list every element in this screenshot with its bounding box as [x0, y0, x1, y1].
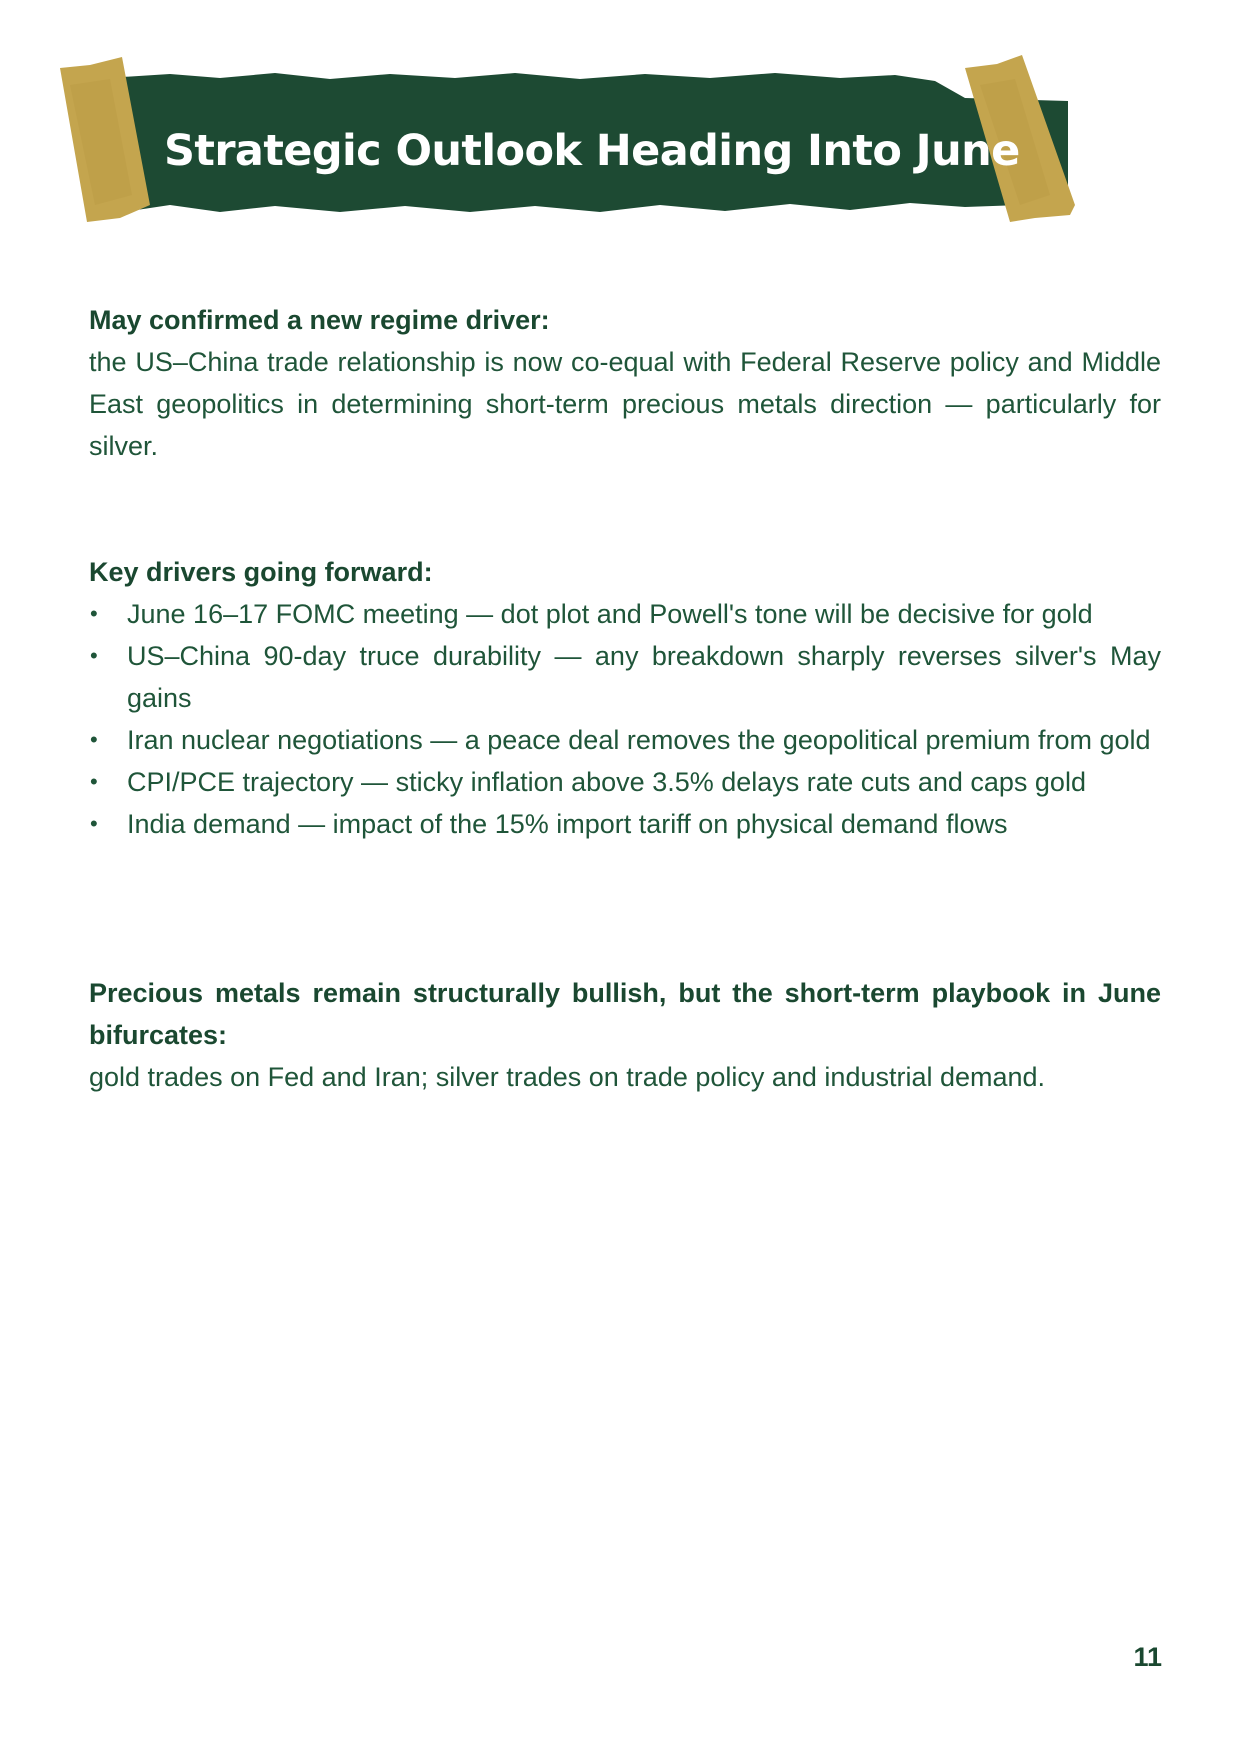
- bullet-icon: •: [90, 727, 98, 752]
- list-item: [89, 635, 1161, 719]
- list-item-text: India demand — impact of the 15% import tariff on physical demand flows: [127, 809, 1008, 839]
- bullet-icon: •: [90, 811, 98, 836]
- bullet-icon: •: [90, 601, 98, 626]
- outlook-summary-heading: Precious metals remain structurally bullish, but the short-term playbook in June bifurcates:: [89, 978, 1161, 1050]
- regime-driver-section: [89, 299, 1161, 467]
- page-title: Strategic Outlook Heading Into June: [164, 126, 1020, 176]
- outlook-summary-section: [89, 972, 1161, 1098]
- regime-driver-body: the US–China trade relationship is now co-equal with Federal Reserve policy and Middle East geopolitics in determining short-term precious metals direction — particularly for silver.: [89, 347, 1161, 461]
- title-banner: [60, 55, 1075, 250]
- list-item: [89, 761, 1161, 803]
- list-item: [89, 803, 1161, 845]
- key-drivers-heading: Key drivers going forward:: [89, 557, 433, 587]
- list-item-text: CPI/PCE trajectory — sticky inflation above 3.5% delays rate cuts and caps gold: [127, 767, 1086, 797]
- list-item: [89, 719, 1161, 761]
- list-item: [89, 593, 1161, 635]
- list-item-text: June 16–17 FOMC meeting — dot plot and Powell's tone will be decisive for gold: [127, 599, 1093, 629]
- regime-driver-heading: May confirmed a new regime driver:: [89, 305, 550, 335]
- key-drivers-section: [89, 551, 1161, 845]
- key-drivers-list: [89, 593, 1161, 845]
- outlook-summary-body: gold trades on Fed and Iran; silver trades on trade policy and industrial demand.: [89, 1062, 1046, 1092]
- bullet-icon: •: [90, 643, 98, 668]
- bullet-icon: •: [90, 769, 98, 794]
- list-item-text: Iran nuclear negotiations — a peace deal removes the geopolitical premium from gold: [127, 725, 1151, 755]
- page-number: 11: [1133, 1642, 1162, 1672]
- list-item-text: US–China 90-day truce durability — any breakdown sharply reverses silver's May gains: [127, 641, 1161, 713]
